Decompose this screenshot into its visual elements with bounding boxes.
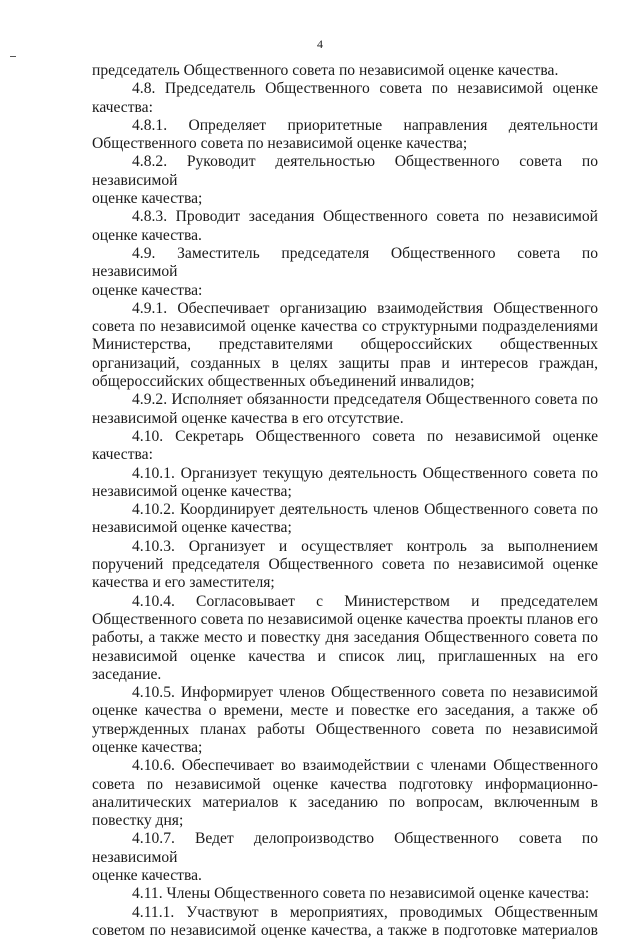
paragraph-4-10-7 [92, 830, 598, 885]
paragraph-rest: оценке качества; [92, 190, 203, 208]
paragraph-first-line: 4.11.1. Участвуют в мероприятиях, проводимых Общественным [132, 903, 598, 921]
paragraph-first-line: 4.9. Заместитель председателя Общественного совета по независимой [92, 244, 598, 281]
paragraph-rest: качества: [92, 98, 153, 116]
paragraph-4-9-2 [92, 391, 598, 428]
paragraph-continuation [92, 62, 598, 80]
paragraph-rest: Общественного совета по независимой оценке качества проекты планов его работы, а также место и повестку дня заседания Общественного совета по независимой оценке качества и список лиц, приглашенных на его заседание. [92, 610, 598, 683]
paragraph-first-line: 4.10. Секретарь Общественного совета по независимой оценке [132, 427, 598, 445]
paragraph-4-11-1 [92, 904, 598, 940]
paragraph-4-8-3 [92, 208, 598, 245]
paragraph-rest: оценке качества: [92, 281, 203, 299]
paragraph-4-8 [92, 80, 598, 117]
paragraph-first-line: 4.9.1. Обеспечивает организацию взаимодействия Общественного [132, 299, 598, 317]
paragraph-rest: совета по независимой оценке качества подготовку информационно-аналитических материалов к заседанию по вопросам, включенным в повестку дня; [92, 775, 598, 830]
paragraph-first-line: 4.8.2. Руководит деятельностью Общественного совета по независимой [92, 153, 598, 189]
paragraph-rest: независимой оценке качества; [92, 519, 292, 537]
paragraph-first-line: 4.10.5. Информирует членов Общественного совета по независимой [132, 684, 598, 702]
paragraph-4-10-2 [92, 501, 598, 538]
paragraph-text: председатель Общественного совета по независимой оценке качества. [92, 62, 559, 79]
paragraph-4-10-1 [92, 465, 598, 502]
paragraph-4-9-1 [92, 300, 598, 391]
paragraph-first-line: 4.9.2. Исполняет обязанности председателя Общественного совета по [132, 391, 598, 409]
paragraph-first-line: 4.10.3. Организует и осуществляет контроль за выполнением [132, 537, 598, 555]
paragraph-4-10-5 [92, 684, 598, 757]
paragraph-4-11 [92, 885, 598, 903]
paragraph-first-line: 4.11. Члены Общественного совета по независимой оценке качества: [132, 885, 590, 903]
paragraph-rest: советом по независимой оценке качества, а также в подготовке материалов [92, 921, 598, 939]
paragraph-rest: оценке качества о времени, месте и повестке его заседания, а также об утвержденных планах работы Общественного совета по независимой оценке качества; [92, 702, 598, 756]
paragraph-4-8-1 [92, 117, 598, 154]
paragraph-rest: совета по независимой оценке качества со структурными подразделениями Министерства, представителями общероссийских общественных организаций, созданных в целях защиты прав и интересов граждан, общероссийских общественных объединений инвалидов; [92, 318, 598, 391]
paragraph-first-line: 4.10.6. Обеспечивает во взаимодействии с членами Общественного [132, 757, 598, 775]
paragraph-rest: Общественного совета по независимой оценке качества; [92, 135, 468, 153]
paragraph-4-10 [92, 428, 598, 465]
paragraph-rest: независимой оценке качества в его отсутствие. [92, 409, 404, 427]
paragraph-first-line: 4.10.7. Ведет делопроизводство Общественного совета по независимой [92, 830, 598, 866]
paragraph-4-10-6 [92, 757, 598, 830]
paragraph-rest: оценке качества. [92, 867, 202, 885]
paragraph-4-10-3 [92, 538, 598, 593]
paragraph-4-8-2 [92, 153, 598, 208]
paragraph-first-line: 4.10.1. Организует текущую деятельность Общественного совета по [132, 464, 598, 482]
paragraph-rest: качества: [92, 446, 153, 464]
scan-mark [10, 56, 16, 57]
paragraph-4-9 [92, 245, 598, 300]
paragraph-first-line: 4.10.4. Согласовывает с Министерством и председателем [132, 592, 598, 610]
paragraph-rest: независимой оценке качества; [92, 482, 292, 500]
paragraph-4-10-4 [92, 593, 598, 684]
document-body [92, 62, 598, 940]
page-number: 4 [317, 37, 323, 51]
paragraph-first-line: 4.8. Председатель Общественного совета по независимой оценке [132, 80, 598, 98]
paragraph-first-line: 4.8.1. Определяет приоритетные направления деятельности [132, 116, 598, 134]
paragraph-first-line: 4.10.2. Координирует деятельность членов Общественного совета по [132, 501, 598, 519]
paragraph-rest: поручений председателя Общественного совета по независимой оценке качества и его заместителя; [92, 556, 598, 592]
paragraph-rest: оценке качества. [92, 226, 202, 244]
paragraph-first-line: 4.8.3. Проводит заседания Общественного совета по независимой [132, 208, 598, 226]
